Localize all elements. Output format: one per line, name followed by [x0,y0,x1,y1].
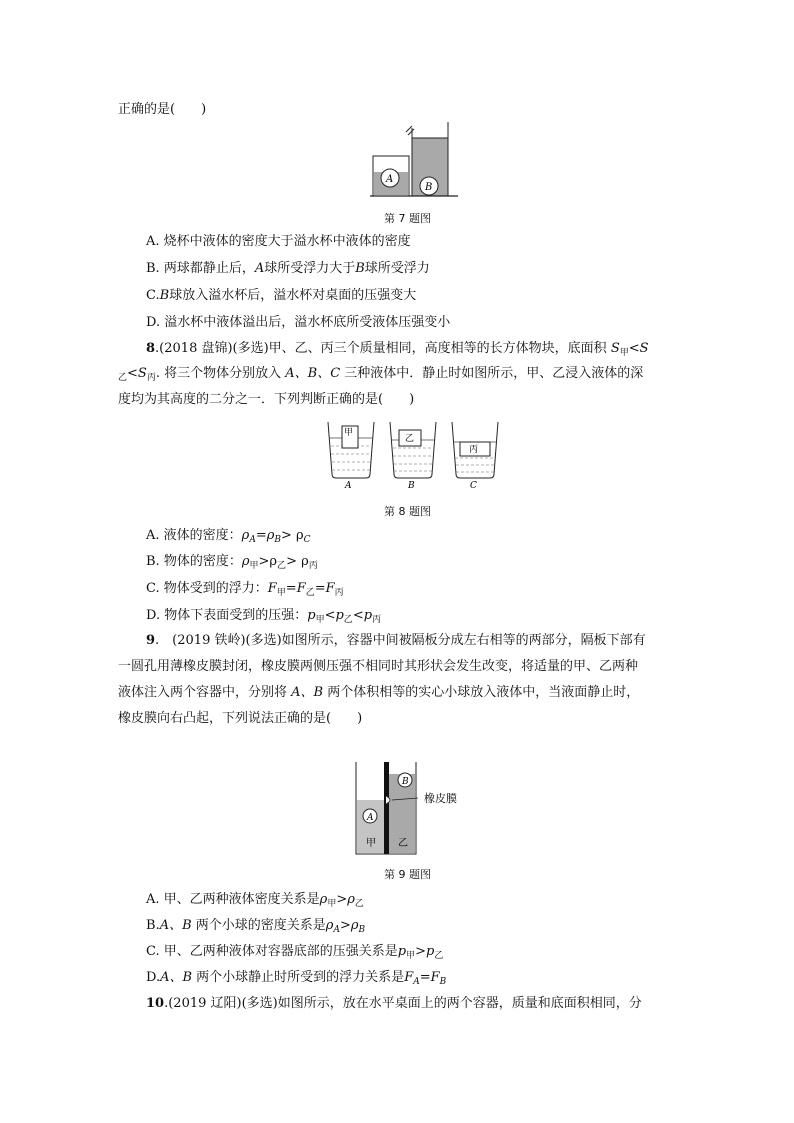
q9-option-b: B.A、B 两个小球的密度关系是$\rho_A>\rho_B$ [146,918,366,935]
q7-caption: 第 7 题图 [384,212,431,225]
q9-stem-line2: 一圆孔用薄橡皮膜封闭，橡皮膜两侧压强不相同时其形状会发生改变，将适量的甲、乙两种 [118,659,639,674]
q7-option-a: A. 烧杯中液体的密度大于溢水杯中液体的密度 [146,234,411,249]
q8-stem-line3: 度均为其高度的二分之一．下列判断正确的是( ) [118,392,415,407]
q7-option-b: B. 两球都静止后，A球所受浮力大于B球所受浮力 [146,261,430,276]
q9-option-a: A. 甲、乙两种液体密度关系是$\rho_甲>\rho_乙$ [146,892,364,909]
cup-c [452,422,498,478]
q9-figure [354,760,484,860]
cup-a [328,422,374,478]
q7-option-c: C.B球放入溢水杯后，溢水杯对桌面的压强变大 [146,288,417,303]
q8-option-c: C. 物体受到的浮力：$F_甲=F_乙=F_丙$ [146,581,344,598]
q7-option-d: D. 溢水杯中液体溢出后，溢水杯底所受液体压强变小 [146,315,451,330]
membrane-label: 橡皮膜 [424,792,457,805]
q9-ball-b-label: B [402,777,409,787]
cup-b [390,422,436,478]
block-yi: 乙 [405,434,415,444]
q8-figure [326,420,516,490]
block-bing: 丙 [469,445,479,455]
q9-option-c: C. 甲、乙两种液体对容器底部的压强关系是$p_甲>p_乙$ [146,944,444,961]
q8-caption: 第 8 题图 [384,505,431,518]
right-liquid-label: 乙 [398,838,408,849]
q10-stem-line1: 10.(2019 辽阳)(多选)如图所示，放在水平桌面上的两个容器，质量和底面积相同，分 [146,996,642,1011]
block-jia: 甲 [344,428,354,438]
q8-option-d: D. 物体下表面受到的压强：$p_甲<p_乙<p_丙$ [146,608,382,625]
q7-stem-tail: 正确的是( ) [118,102,207,117]
q9-stem-line4: 橡皮膜向右凸起，下列说法正确的是( ) [118,711,363,726]
q9-stem-line1: 9. (2019 铁岭)(多选)如图所示，容器中间被隔板分成左右相等的两部分，隔板下部有 [146,633,646,648]
ball-a-label: A [386,174,394,185]
q9-caption: 第 9 题图 [384,868,431,881]
q9-stem-line3: 液体注入两个容器中，分别将 A、B 两个体积相等的实心小球放入液体中，当液面静止时， [118,685,640,700]
cup-a-label: A [345,481,352,491]
ball-b-label: B [425,182,433,193]
q8-stem-line2: $_乙<S_丙$. 将三个物体分别放入 A、B、C 三种液体中．静止时如图所示，甲、乙浸入液体的深 [118,366,644,383]
left-liquid-label: 甲 [366,838,376,849]
q7-figure [370,120,470,200]
cup-c-label: C [470,481,477,491]
q8-option-b: B. 物体的密度：$\rho_甲>\rho_乙> \rho_丙$ [146,554,318,571]
q9-option-d: D.A、B 两个小球静止时所受到的浮力关系是$F_A=F_B$ [146,970,447,987]
cup-b-label: B [408,481,415,491]
q9-ball-a-label: A [367,813,374,823]
q8-stem-line1: 8.(2018 盘锦)(多选)甲、乙、丙三个质量相同，高度相等的长方体物块，底面积 $S_甲<S$ [146,341,649,358]
q8-option-a: A. 液体的密度：$\rho_A=\rho_B> \rho_C$ [146,528,311,545]
